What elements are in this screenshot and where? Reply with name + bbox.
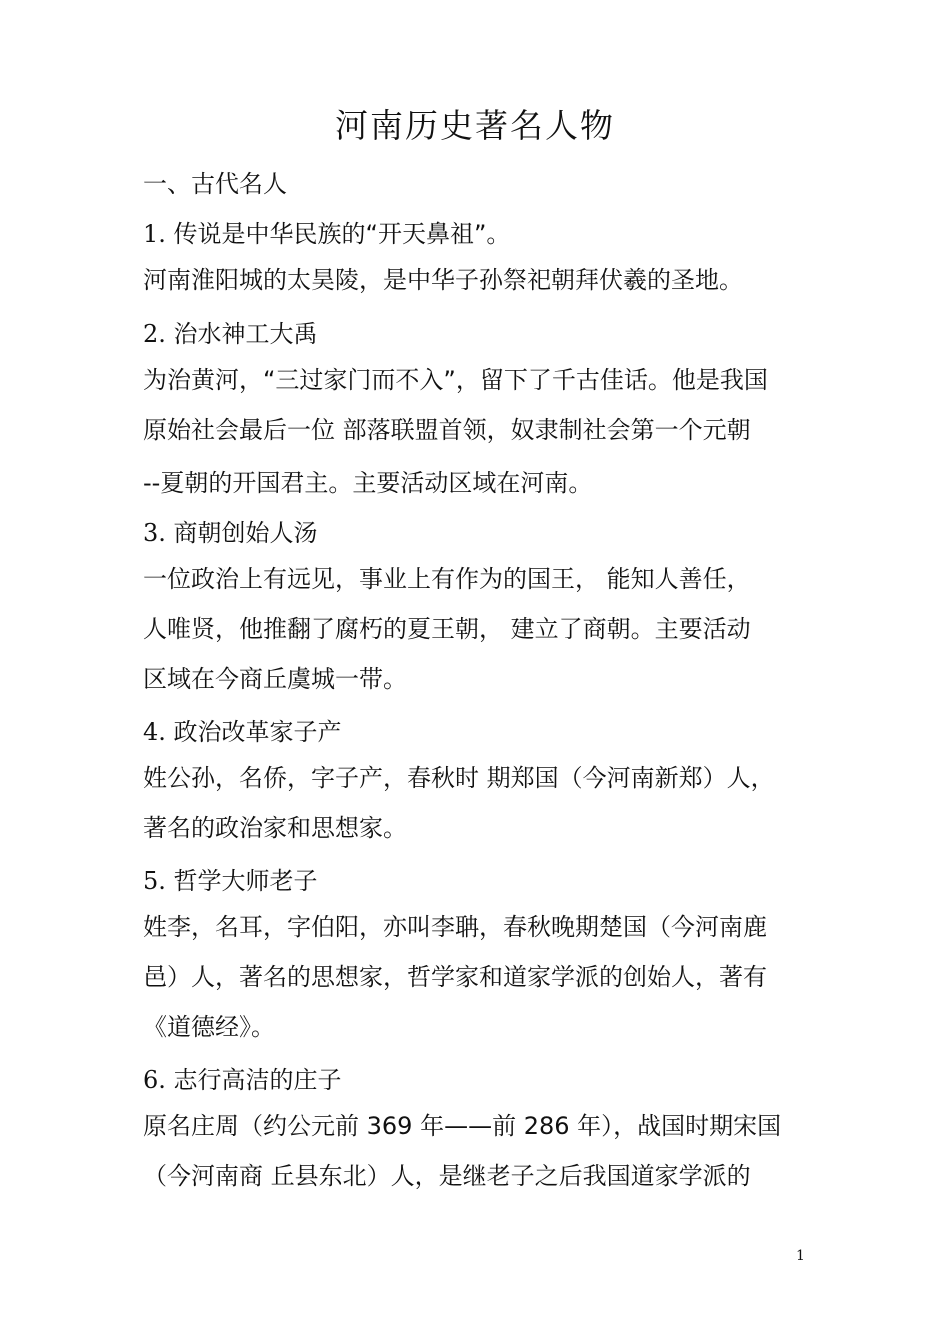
item-text-line: （今河南商 丘县东北）人，是继老子之后我国道家学派的	[143, 1162, 751, 1190]
page-number: 1	[796, 1248, 805, 1264]
item-text-line: 原始社会最后一位 部落联盟首领，奴隶制社会第一个元朝	[143, 416, 751, 444]
item-number: 4.	[143, 718, 166, 746]
item-heading	[143, 517, 823, 549]
item-text-line: --夏朝的开国君主。主要活动区域在河南。	[143, 469, 593, 497]
item-heading-text: 商朝创始人汤	[173, 519, 318, 547]
item-text-line: 姓李，名耳，字伯阳，亦叫李聃，春秋晚期楚国（今河南鹿	[143, 913, 767, 941]
item-number: 5.	[143, 867, 166, 895]
item-text-line: 姓公孙，名侨，字子产，春秋时 期郑国（今河南新郑）人，	[143, 764, 775, 792]
item-text-line: 一位政治上有远见，事业上有作为的国王， 能知人善任，	[143, 565, 751, 593]
item-heading-text: 传说是中华民族的“开天鼻祖”。	[173, 220, 511, 248]
item-number: 6.	[143, 1066, 166, 1094]
item-text-line: 《道德经》。	[143, 1013, 275, 1041]
item-text-line: 著名的政治家和思想家。	[143, 814, 407, 842]
item-heading	[143, 318, 823, 350]
item-text-line: 原名庄周（约公元前 369 年——前 286 年），战国时期宋国	[143, 1112, 782, 1140]
item-heading-text: 哲学大师老子	[173, 867, 318, 895]
item-heading	[143, 716, 823, 748]
document-title: 河南历史著名人物	[335, 106, 615, 145]
item-heading-text: 治水神工大禹	[173, 320, 318, 348]
item-number: 2.	[143, 320, 166, 348]
item-number: 3.	[143, 519, 166, 547]
item-text-line: 河南淮阳城的太昊陵，是中华子孙祭祀朝拜伏羲的圣地。	[143, 266, 743, 294]
item-text-line: 为治黄河，“三过家门而不入”，留下了千古佳话。他是我国	[143, 366, 768, 394]
item-text-line: 人唯贤，他推翻了腐朽的夏王朝， 建立了商朝。主要活动	[143, 615, 751, 643]
item-heading	[143, 218, 823, 250]
item-heading	[143, 865, 823, 897]
section-heading: 一、古代名人	[143, 170, 287, 198]
item-text-line: 邑）人，著名的思想家，哲学家和道家学派的创始人，著有	[143, 963, 767, 991]
item-heading-text: 志行高洁的庄子	[173, 1066, 342, 1094]
item-number: 1.	[143, 220, 166, 248]
item-heading	[143, 1064, 823, 1096]
item-heading-text: 政治改革家子产	[173, 718, 342, 746]
item-text-line: 区域在今商丘虞城一带。	[143, 665, 407, 693]
